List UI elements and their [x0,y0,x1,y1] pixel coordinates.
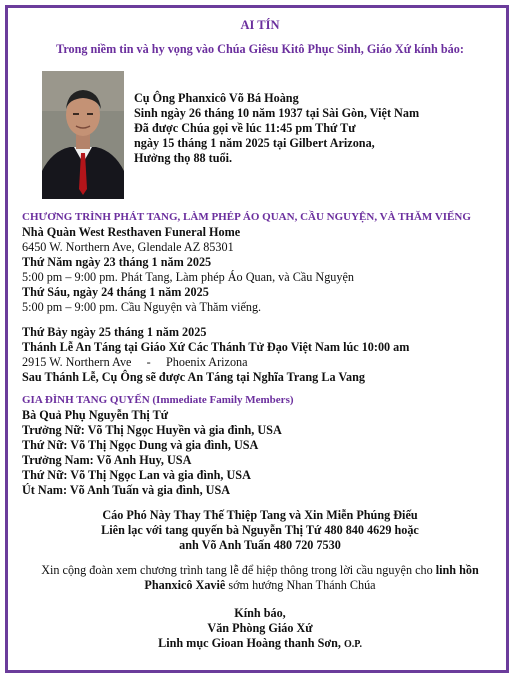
day2-date: Thứ Sáu, ngày 24 tháng 1 năm 2025 [22,285,209,299]
deceased-passing-date: ngày 15 tháng 1 năm 2025 tại Gilbert Arizona, [134,136,375,150]
family-heading: GIA ĐÌNH TANG QUYẾN (Immediate Family Members) [22,394,294,406]
deceased-passing: Đã được Chúa gọi về lúc 11:45 pm Thứ Tư [134,121,356,135]
church-address: 2915 W. Northern Ave - Phoenix Arizona [22,355,248,369]
prayer-text: Xin cộng đoàn xem chương trình tang lễ để hiệp thông trong lời cầu nguyện cho [41,563,436,577]
funeral-mass: Thánh Lễ An Táng tại Giáo Xứ Các Thánh Tử Đạo Việt Nam lúc 10:00 am [22,340,410,354]
family-member: Trưởng Nam: Võ Anh Huy, USA [22,453,192,467]
family-member: Thứ Nữ: Võ Thị Ngọc Lan và gia đình, USA [22,468,251,482]
day1-date: Thứ Năm ngày 23 tháng 1 năm 2025 [22,255,212,269]
notice-subtitle: Trong niềm tin và hy vọng vào Chúa Giêsu Kitô Phục Sinh, Giáo Xứ kính báo: [56,42,464,56]
prayer-text-2: sớm hướng Nhan Thánh Chúa [225,578,376,592]
deceased-name: Cụ Ông Phanxicô Võ Bá Hoàng [134,91,299,105]
signature-office: Văn Phòng Giáo Xứ [207,621,313,635]
burial-info: Sau Thánh Lễ, Cụ Ông sẽ được An Táng tại Nghĩa Trang La Vang [22,370,366,384]
signature-greeting: Kính báo, [234,606,286,620]
day3-date: Thứ Bảy ngày 25 tháng 1 năm 2025 [22,325,207,339]
day2-schedule: 5:00 pm – 9:00 pm. Cầu Nguyện và Thăm viếng. [22,300,262,314]
notice-title: AI TÍN [240,18,280,32]
family-member: Trưởng Nữ: Võ Thị Ngọc Huyền và gia đình, USA [22,423,282,437]
family-member: Bà Quả Phụ Nguyễn Thị Tứ [22,408,169,422]
prayer-saint-name: Phanxicô Xaviê [144,578,226,592]
deceased-photo [42,71,124,199]
program-heading: CHƯƠNG TRÌNH PHÁT TANG, LÀM PHÉP ÁO QUAN, CẦU NGUYỆN, VÀ THĂM VIẾNG [22,211,471,223]
contact-line: Liên lạc với tang quyến bà Nguyễn Thị Tứ 480 840 4629 hoặc [101,523,419,537]
no-flowers-notice: Cáo Phó Này Thay Thế Thiệp Tang và Xin Miễn Phúng Điếu [102,508,418,522]
family-member: Út Nam: Võ Anh Tuấn và gia đình, USA [22,483,231,497]
contact-line-2: anh Võ Anh Tuấn 480 720 7530 [179,538,341,552]
deceased-birth: Sinh ngày 26 tháng 10 năm 1937 tại Sài Gòn, Việt Nam [134,106,420,120]
funeral-home-address: 6450 W. Northern Ave, Glendale AZ 85301 [22,240,234,254]
signature-priest [0,636,520,652]
day1-schedule: 5:00 pm – 9:00 pm. Phát Tang, Làm phép Áo Quan, và Cầu Nguyện [22,270,355,284]
prayer-request-2 [0,578,520,592]
funeral-home-name: Nhà Quàn West Resthaven Funeral Home [22,225,241,239]
portrait-image [42,71,124,199]
prayer-emphasis: linh hồn [435,563,479,577]
family-member: Thứ Nữ: Võ Thị Ngọc Dung và gia đình, USA [22,438,259,452]
prayer-request [0,563,520,577]
priest-order: O.P. [343,639,362,650]
priest-name: Linh mục Gioan Hoàng thanh Sơn, [158,636,344,650]
deceased-age: Hưởng thọ 88 tuổi. [134,151,233,165]
